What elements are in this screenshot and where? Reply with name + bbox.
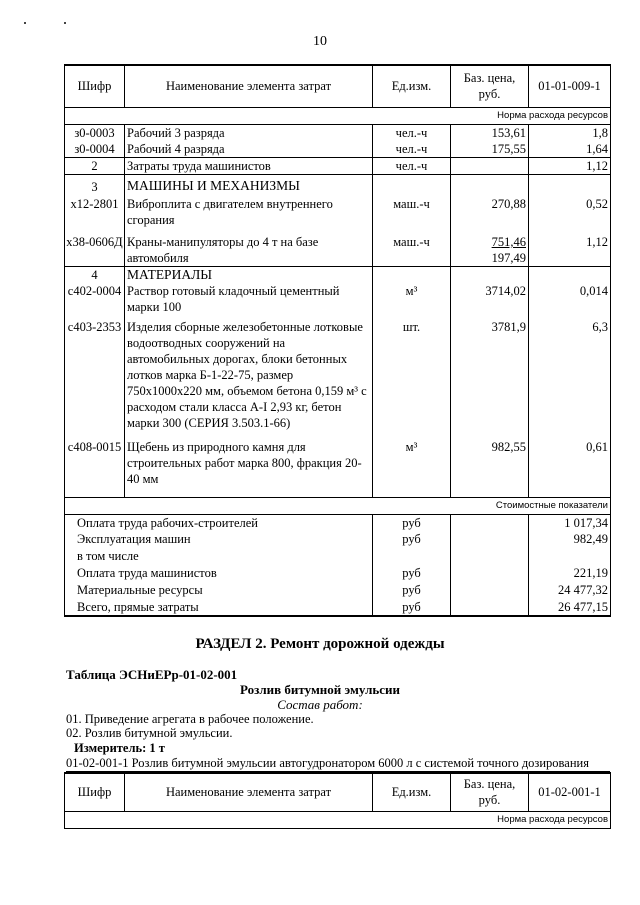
row-unit: маш.-ч bbox=[373, 196, 451, 234]
table-row bbox=[65, 283, 611, 319]
header-name: Наименование элемента затрат bbox=[125, 65, 373, 107]
table-row bbox=[65, 234, 611, 267]
norm-label: Норма расхода ресурсов bbox=[65, 811, 611, 828]
norm-label: Норма расхода ресурсов bbox=[65, 107, 611, 124]
row-unit: шт. bbox=[373, 319, 451, 439]
summary-row bbox=[65, 599, 611, 616]
row-price: 3781,9 bbox=[451, 319, 529, 439]
summary-name: Материальные ресурсы bbox=[65, 582, 373, 599]
summary-value: 24 477,32 bbox=[529, 582, 611, 599]
row-code: с402-0004 bbox=[65, 283, 125, 319]
header-norm-code: 01-01-009-1 bbox=[529, 65, 611, 107]
summary-name: в том числе bbox=[65, 548, 373, 565]
summary-unit: руб bbox=[373, 599, 451, 616]
row-price: 175,55 bbox=[451, 141, 529, 158]
summary-row bbox=[65, 565, 611, 582]
summary-row bbox=[65, 582, 611, 599]
summary-unit: руб bbox=[373, 531, 451, 548]
summary-name: Оплата труда рабочих-строителей bbox=[65, 514, 373, 531]
row-code: с403-2353 bbox=[65, 319, 125, 439]
row-norm: 1,8 bbox=[529, 124, 611, 141]
summary-name: Эксплуатация машин bbox=[65, 531, 373, 548]
section-row-machines bbox=[65, 174, 611, 196]
header-price: Баз. цена, руб. bbox=[451, 65, 529, 107]
summary-row bbox=[65, 548, 611, 565]
summary-unit: руб bbox=[373, 514, 451, 531]
section-number: 4 bbox=[65, 267, 125, 284]
row-code: 2 bbox=[65, 157, 125, 174]
row-price: 982,55 bbox=[451, 439, 529, 497]
row-code: х38-0606Д bbox=[65, 234, 125, 267]
row-norm: 0,61 bbox=[529, 439, 611, 497]
measure-unit: Измеритель: 1 т bbox=[74, 741, 165, 755]
scan-speck bbox=[24, 22, 26, 24]
summary-value: 26 477,15 bbox=[529, 599, 611, 616]
row-price-cell bbox=[451, 234, 529, 267]
row-unit: чел.-ч bbox=[373, 141, 451, 158]
row-name: Виброплита с двигателем внутреннего сгорания bbox=[125, 196, 373, 234]
row-name: Изделия сборные железобетонные лотковые водоотводных сооружений на автомобильных дорогах, блоки бетонных лотков марка Б-1-22-75, размер 750х1000х220 мм, объемом бетона 0,159 м³ с расходом стали класса А-I 2,93 кг, бетон марки 300 (СЕРИЯ 3.503.1-66) bbox=[125, 319, 373, 439]
table-row bbox=[65, 157, 611, 174]
work-step: 02. Розлив битумной эмульсии. bbox=[66, 726, 233, 740]
section-row-materials bbox=[65, 267, 611, 284]
row-unit: чел.-ч bbox=[373, 157, 451, 174]
summary-value: 982,49 bbox=[529, 531, 611, 548]
row-code: х12-2801 bbox=[65, 196, 125, 234]
row-price: 270,88 bbox=[451, 196, 529, 234]
row-code: з0-0004 bbox=[65, 141, 125, 158]
header-code: Шифр bbox=[65, 773, 125, 811]
summary-unit: руб bbox=[373, 565, 451, 582]
work-composition-title: Состав работ: bbox=[277, 697, 363, 712]
row-code: з0-0003 bbox=[65, 124, 125, 141]
scan-speck bbox=[64, 22, 66, 24]
row-norm: 1,12 bbox=[529, 157, 611, 174]
row-norm: 1,12 bbox=[529, 234, 611, 267]
table-name: Розлив битумной эмульсии bbox=[240, 682, 400, 697]
row-unit: м³ bbox=[373, 439, 451, 497]
row-price: 153,61 bbox=[451, 124, 529, 141]
section-title: МАТЕРИАЛЫ bbox=[125, 267, 373, 284]
section-number: 3 bbox=[65, 174, 125, 196]
summary-row bbox=[65, 531, 611, 548]
page-number: 10 bbox=[313, 34, 327, 49]
row-name: Раствор готовый кладочный цементный марки 100 bbox=[125, 283, 373, 319]
header-unit: Ед.изм. bbox=[373, 773, 451, 811]
row-norm: 0,52 bbox=[529, 196, 611, 234]
row-name: Краны-манипуляторы до 4 т на базе автомобиля bbox=[125, 234, 373, 267]
norm-description: 01-02-001-1 Розлив битумной эмульсии автогудронатором 6000 л с системой точного дозирования bbox=[66, 756, 610, 772]
row-name: Рабочий 4 разряда bbox=[125, 141, 373, 158]
header-name: Наименование элемента затрат bbox=[125, 773, 373, 811]
row-name: Рабочий 3 разряда bbox=[125, 124, 373, 141]
row-name: Затраты труда машинистов bbox=[125, 157, 373, 174]
row-name: Щебень из природного камня для строительных работ марка 800, фракция 20-40 мм bbox=[125, 439, 373, 497]
row-norm: 6,3 bbox=[529, 319, 611, 439]
summary-row bbox=[65, 514, 611, 531]
table-row bbox=[65, 141, 611, 158]
table-row bbox=[65, 124, 611, 141]
row-code: с408-0015 bbox=[65, 439, 125, 497]
summary-name: Всего, прямые затраты bbox=[65, 599, 373, 616]
table-label: Таблица ЭСНиЕРр-01-02-001 bbox=[66, 667, 238, 682]
resource-table-01-02-001-1 bbox=[64, 772, 611, 829]
table-row bbox=[65, 196, 611, 234]
row-unit: чел.-ч bbox=[373, 124, 451, 141]
table-row bbox=[65, 439, 611, 497]
summary-value: 221,19 bbox=[529, 565, 611, 582]
header-price: Баз. цена, руб. bbox=[451, 773, 529, 811]
summary-name: Оплата труда машинистов bbox=[65, 565, 373, 582]
row-price: 3714,02 bbox=[451, 283, 529, 319]
summary-value bbox=[529, 548, 611, 565]
cost-indicators-label: Стоимостные показатели bbox=[65, 497, 611, 514]
section-title: МАШИНЫ И МЕХАНИЗМЫ bbox=[125, 174, 373, 196]
table-row bbox=[65, 319, 611, 439]
summary-value: 1 017,34 bbox=[529, 514, 611, 531]
row-unit: маш.-ч bbox=[373, 234, 451, 267]
resource-table-01-01-009-1 bbox=[64, 64, 611, 617]
summary-unit: руб bbox=[373, 582, 451, 599]
row-norm: 0,014 bbox=[529, 283, 611, 319]
row-price: 751,46 bbox=[491, 235, 526, 249]
summary-unit bbox=[373, 548, 451, 565]
row-price-secondary: 197,49 bbox=[491, 251, 526, 265]
row-price bbox=[451, 157, 529, 174]
header-code: Шифр bbox=[65, 65, 125, 107]
row-norm: 1,64 bbox=[529, 141, 611, 158]
header-norm-code: 01-02-001-1 bbox=[529, 773, 611, 811]
row-unit: м³ bbox=[373, 283, 451, 319]
header-unit: Ед.изм. bbox=[373, 65, 451, 107]
work-step: 01. Приведение агрегата в рабочее положение. bbox=[66, 712, 314, 726]
section-title: РАЗДЕЛ 2. Ремонт дорожной одежды bbox=[195, 636, 445, 652]
